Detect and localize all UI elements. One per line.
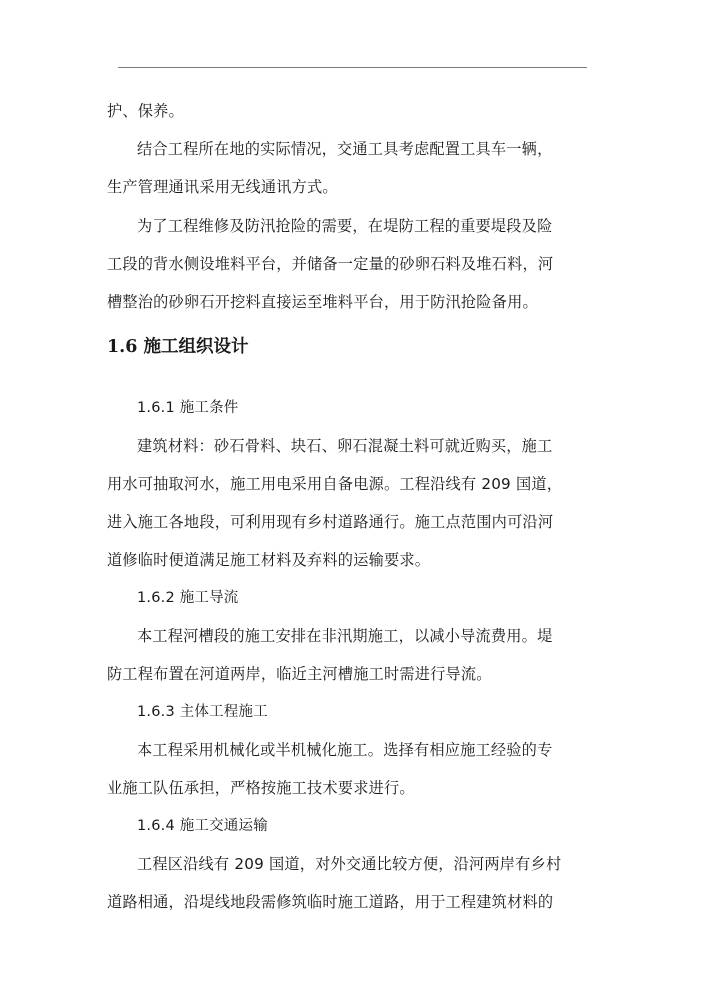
- paragraph-line: 护、保养。: [107, 102, 184, 120]
- paragraph-line: 本工程河槽段的施工安排在非汛期施工，以减小导流费用。堤: [137, 627, 553, 645]
- paragraph-line: 本工程采用机械化或半机械化施工。选择有相应施工经验的专: [137, 741, 553, 759]
- paragraph-line: 进入施工各地段，可利用现有乡村道路通行。施工点范围内可沿河: [107, 513, 554, 531]
- paragraph-line: 工程区沿线有 209 国道，对外交通比较方便，沿河两岸有乡村: [137, 855, 562, 873]
- paragraph-line: 道路相通，沿堤线地段需修筑临时施工道路，用于工程建筑材料的: [107, 893, 554, 911]
- paragraph-line: 用水可抽取河水，施工用电采用自备电源。工程沿线有 209 国道，: [107, 475, 563, 493]
- paragraph-line: 建筑材料：砂石骨料、块石、卵石混凝土料可就近购买，施工: [137, 437, 553, 455]
- paragraph-line: 生产管理通讯采用无线通讯方式。: [107, 178, 338, 196]
- subsection-title: 1.6.1 施工条件: [137, 400, 239, 416]
- paragraph-line: 为了工程维修及防汛抢险的需要，在堤防工程的重要堤段及险: [137, 217, 553, 235]
- paragraph-line: 工段的背水侧设堆料平台，并储备一定量的砂卵石料及堆石料，河: [107, 255, 554, 273]
- subsection-title: 1.6.4 施工交通运输: [137, 818, 268, 834]
- header-rule: [118, 67, 587, 68]
- paragraph-line: 结合工程所在地的实际情况，交通工具考虑配置工具车一辆，: [137, 140, 553, 158]
- paragraph-line: 道修临时便道满足施工材料及弃料的运输要求。: [107, 551, 431, 569]
- paragraph-line: 防工程布置在河道两岸，临近主河槽施工时需进行导流。: [107, 665, 492, 683]
- paragraph-line: 业施工队伍承担，严格按施工技术要求进行。: [107, 779, 415, 797]
- paragraph-line: 槽整治的砂卵石开挖料直接运至堆料平台，用于防汛抢险备用。: [107, 293, 538, 311]
- subsection-title: 1.6.2 施工导流: [137, 590, 239, 606]
- subsection-title: 1.6.3 主体工程施工: [137, 704, 268, 720]
- section-heading: 1.6 施工组织设计: [107, 337, 249, 357]
